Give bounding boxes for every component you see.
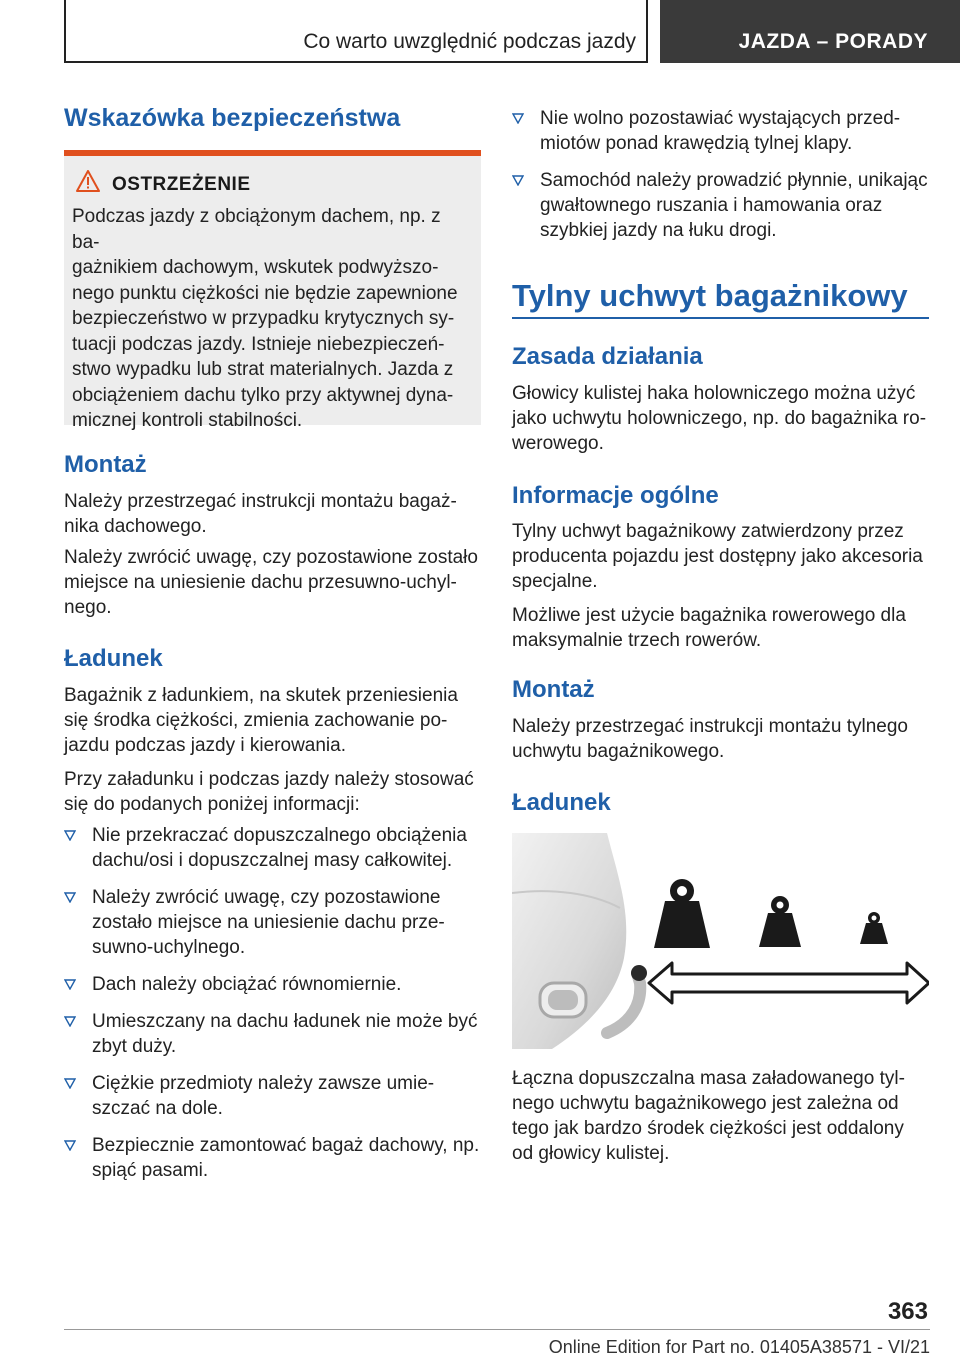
triangle-bullet-icon <box>64 1016 76 1027</box>
text-line: Nie przekraczać dopuszczalnego obciążenia <box>92 825 467 846</box>
right-bullet-list <box>512 106 929 255</box>
text-line: suwno-uchylnego. <box>92 937 246 958</box>
zasada-heading: Zasada działania <box>512 343 703 370</box>
list-item <box>512 106 929 156</box>
text-line: jazdu podczas jazdy i kierowania. <box>64 735 346 756</box>
header-chapter-title: JAZDA – PORADY <box>660 0 960 63</box>
footer-rule <box>64 1329 930 1330</box>
ladunek-paragraph-1 <box>64 683 481 758</box>
safety-heading: Wskazówka bezpieczeństwa <box>64 104 401 132</box>
triangle-bullet-icon <box>64 1078 76 1089</box>
text-line: spiąć pasami. <box>92 1160 209 1181</box>
text-line: Przy załadunku i podczas jazdy należy stosować <box>64 769 474 790</box>
text-line: Umieszczany na dachu ładunek nie może być <box>92 1011 478 1032</box>
list-item <box>64 823 481 873</box>
montaz-heading-left: Montaż <box>64 451 147 478</box>
text-line: Dach należy obciążać równomiernie. <box>92 974 402 995</box>
triangle-bullet-icon <box>512 175 524 186</box>
text-line: miejsce na uniesienie dachu przesuwno-uchyl- <box>64 572 457 593</box>
text-line: producenta pojazdu jest dostępny jako akcesoria <box>512 546 923 567</box>
warning-line: obciążeniem dachu tylko przy aktywnej dyna- <box>72 384 454 406</box>
triangle-bullet-icon <box>64 892 76 903</box>
text-line: nego uchwytu bagażnikowego jest zależna od <box>512 1093 899 1114</box>
text-line: zbyt duży. <box>92 1036 177 1057</box>
ladunek-paragraph-right <box>512 1066 929 1166</box>
text-line: nego. <box>64 597 112 618</box>
text-line: Bezpiecznie zamontować bagaż dachowy, np. <box>92 1135 480 1156</box>
list-item <box>64 1133 481 1183</box>
text-line: od głowicy kulistej. <box>512 1143 670 1164</box>
ladunek-heading-left: Ładunek <box>64 645 163 672</box>
tow-ball <box>631 965 647 981</box>
text-line: Należy przestrzegać instrukcji montażu tylnego <box>512 716 909 737</box>
warning-line: micznej kontroli stabilności. <box>72 410 303 431</box>
load-distance-illustration <box>512 833 929 1049</box>
text-line: Samochód należy prowadzić płynnie, unikając <box>540 170 928 191</box>
info-paragraph-1 <box>512 519 929 594</box>
text-line: Należy zwrócić uwagę, czy pozostawione <box>92 887 441 908</box>
left-bullet-list <box>64 823 481 1195</box>
text-line: tego jak bardzo środek ciężkości jest oddalony <box>512 1118 904 1139</box>
text-line: Nie wolno pozostawiać wystających przed- <box>540 108 901 129</box>
text-line: szybkiej jazdy na łuku drogi. <box>540 220 777 241</box>
text-line: gwałtownego ruszania i hamowania oraz <box>540 195 883 216</box>
weight-medium <box>759 896 801 947</box>
text-line: Głowicy kulistej haka holowniczego można użyć <box>512 383 916 404</box>
text-line: dachu/osi i dopuszczalnej masy całkowitej. <box>92 850 453 871</box>
warning-line: Podczas jazdy z obciążonym dachem, np. z ba- <box>72 206 441 253</box>
zasada-paragraph <box>512 381 929 456</box>
montaz-paragraph-2 <box>64 545 481 620</box>
ladunek-heading-right: Ładunek <box>512 789 611 816</box>
text-line: Ciężkie przedmioty należy zawsze umie- <box>92 1073 435 1094</box>
list-item <box>512 168 929 243</box>
warning-line: bezpieczeństwo w przypadku krytycznych sy- <box>72 308 455 329</box>
weight-small <box>860 912 888 944</box>
warning-text <box>72 204 472 434</box>
triangle-bullet-icon <box>64 979 76 990</box>
info-heading: Informacje ogólne <box>512 482 719 509</box>
triangle-bullet-icon <box>512 113 524 124</box>
list-item <box>64 1009 481 1059</box>
list-item <box>64 1071 481 1121</box>
warning-bar <box>64 150 481 156</box>
distance-arrow <box>649 963 929 1003</box>
text-line: specjalne. <box>512 571 598 592</box>
header-section-title: Co warto uwzględnić podczas jazdy <box>303 30 636 53</box>
text-line: Tylny uchwyt bagażnikowy zatwierdzony przez <box>512 521 904 542</box>
warning-line: stwo wypadku lub strat materialnych. Jazda z <box>72 359 454 380</box>
text-line: miotów ponad krawędzią tylnej klapy. <box>540 133 853 154</box>
warning-line: nego punktu ciężkości nie będzie zapewnione <box>72 282 458 304</box>
text-line: maksymalnie trzech rowerów. <box>512 630 762 651</box>
text-line: nika dachowego. <box>64 516 207 537</box>
triangle-bullet-icon <box>64 830 76 841</box>
text-line: się środka ciężkości, zmienia zachowanie po- <box>64 710 448 731</box>
text-line: zostało miejsce na uniesienie dachu prze- <box>92 912 445 933</box>
montaz-heading-right: Montaż <box>512 676 595 703</box>
text-line: szczać na dole. <box>92 1098 223 1119</box>
list-item <box>64 972 481 997</box>
warning-line: gażnikiem dachowym, wskutek podwyższo- <box>72 257 439 278</box>
ladunek-paragraph-2 <box>64 767 481 817</box>
edition-text: Online Edition for Part no. 01405A38571 - VI/21 <box>548 1337 930 1357</box>
text-line: werowego. <box>512 433 604 454</box>
text-line: uchwytu bagażnikowego. <box>512 741 725 762</box>
weight-large <box>654 879 710 948</box>
main-heading: Tylny uchwyt bagażnikowy <box>512 278 908 313</box>
warning-title: OSTRZEŻENIE <box>112 174 251 195</box>
text-line: jako uchwytu holowniczego, np. do bagażnika ro- <box>512 408 927 429</box>
info-paragraph-2 <box>512 603 929 653</box>
text-line: Możliwe jest użycie bagażnika rowerowego dla <box>512 605 906 626</box>
text-line: Należy przestrzegać instrukcji montażu bagaż- <box>64 491 457 512</box>
list-item <box>64 885 481 960</box>
text-line: Należy zwrócić uwagę, czy pozostawione zostało <box>64 547 478 568</box>
montaz-paragraph-right <box>512 714 929 764</box>
text-line: Łączna dopuszczalna masa załadowanego tyl- <box>512 1068 905 1089</box>
triangle-bullet-icon <box>64 1140 76 1151</box>
montaz-paragraph-1 <box>64 489 481 539</box>
heading-rule <box>512 317 929 319</box>
warning-box <box>64 150 481 431</box>
warning-triangle-icon <box>76 170 100 192</box>
text-line: się do podanych poniżej informacji: <box>64 794 360 815</box>
text-line: Bagażnik z ładunkiem, na skutek przeniesienia <box>64 685 458 706</box>
page-number: 363 <box>887 1298 928 1325</box>
warning-line: tuacji podczas jazdy. Istnieje niebezpieczeń- <box>72 333 445 355</box>
